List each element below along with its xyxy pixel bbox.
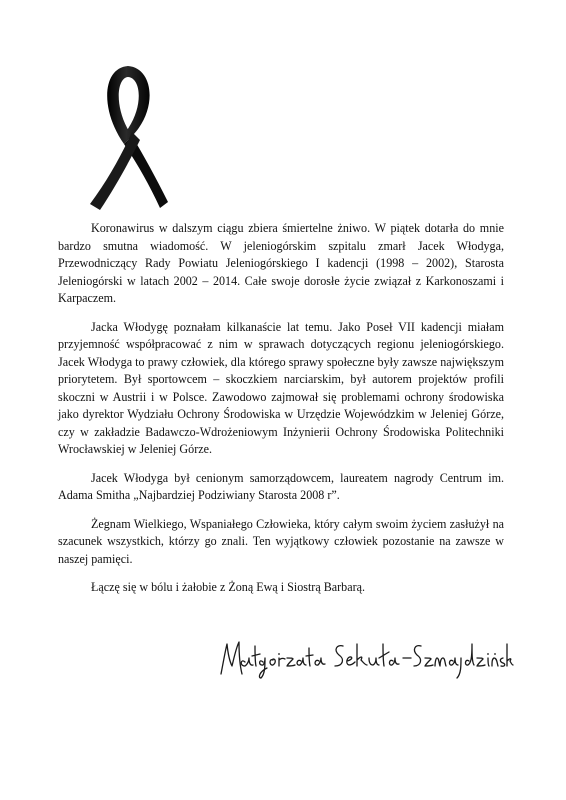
paragraph: Jacek Włodyga był cenionym samorządowcem, laureatem nagrody Centrum im. Adama Smitha „Najbardziej Podziwiany Starosta 2008 r”. <box>58 470 504 502</box>
mourning-ribbon-icon <box>88 62 170 212</box>
paragraph: Łączę się w bólu i żałobie z Żoną Ewą i Siostrą Barbarą. <box>91 580 366 594</box>
letter-body <box>58 220 504 608</box>
paragraph: Żegnam Wielkiego, Wspaniałego Człowieka, który całym swoim życiem zasłużył na szacunek wszystkich, którzy go znali. Ten wyjątkowy człowiek pozostanie na zawsze w naszej pamięci. <box>58 516 504 566</box>
paragraph: Koronawirus w dalszym ciągu zbiera śmiertelne żniwo. W piątek dotarła do mnie bardzo smutna wiadomość. W jeleniogórskim szpitalu zmarł Jacek Włodyga, Przewodniczący Rady Powiatu Jeleniogórskiego I kadencji (1998 – 2002), Starosta Jeleniogórski w latach 2002 – 2014. Całe swoje dorosłe życie związał z Karkonoszami i Karpaczem. <box>58 221 504 305</box>
paragraph: Jacka Włodygę poznałam kilkanaście lat temu. Jako Poseł VII kadencji miałam przyjemność współpracować z nim w sprawach dotyczących regionu jeleniogórskiego. Jacek Włodyga to prawy człowiek, dla którego sprawy społeczne były zawsze największym priorytetem. Był sportowcem – skoczkiem narciarskim, był autorem projektów profili skoczni w Austrii i w Polsce. Zawodowo zajmował się problemami ochrony środowiska jako dyrektor Wydziału Ochrony Środowiska w Urzędzie Wojewódzkim w Jeleniej Górze, czy w zakładzie Badawczo-Wdrożeniowym Inżynierii Ochrony Środowiska Politechniki Wrocławskiej w Jeleniej Górze. <box>58 319 504 456</box>
handwritten-signature <box>215 628 515 683</box>
